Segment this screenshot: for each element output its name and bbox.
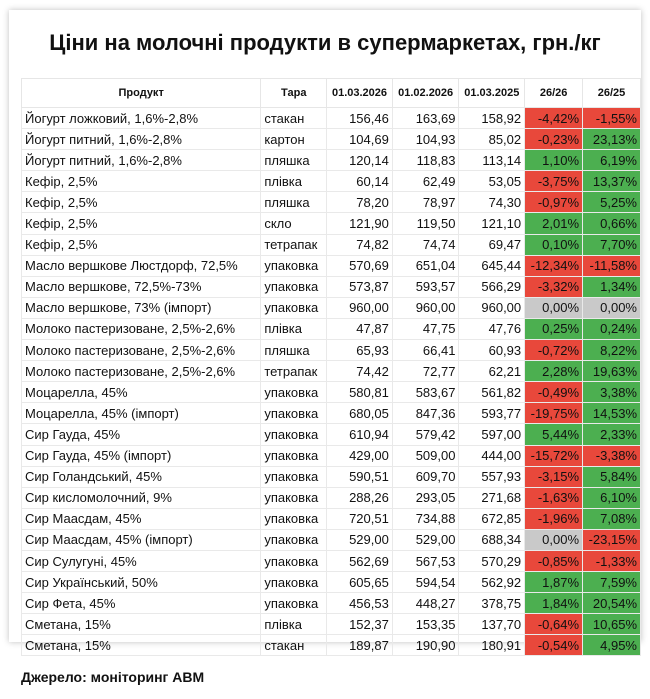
change-cell: 23,13% [583, 129, 641, 150]
change-cell: -1,96% [525, 508, 583, 529]
price-cell: 137,70 [459, 614, 525, 635]
price-cell: 688,34 [459, 529, 525, 550]
pack-cell: пляшка [261, 340, 327, 361]
change-cell: 2,28% [525, 361, 583, 382]
price-cell: 293,05 [392, 487, 459, 508]
change-cell: 19,63% [583, 361, 641, 382]
pack-cell: упаковка [261, 487, 327, 508]
change-cell: 8,22% [583, 340, 641, 361]
price-cell: 85,02 [459, 129, 525, 150]
table-row [22, 255, 641, 276]
price-cell: 529,00 [327, 529, 393, 550]
price-cell: 566,29 [459, 276, 525, 297]
pack-cell: упаковка [261, 255, 327, 276]
pack-cell: упаковка [261, 445, 327, 466]
pack-cell: упаковка [261, 593, 327, 614]
change-cell: 10,65% [583, 614, 641, 635]
pack-cell: плівка [261, 171, 327, 192]
price-cell: 567,53 [392, 550, 459, 571]
header-date-1: 01.03.2026 [327, 79, 393, 108]
change-cell: 1,87% [525, 572, 583, 593]
change-cell: 1,10% [525, 150, 583, 171]
product-cell: Молоко пастеризоване, 2,5%-2,6% [22, 318, 261, 339]
change-cell: 4,95% [583, 635, 641, 656]
pack-cell: упаковка [261, 297, 327, 318]
price-cell: 509,00 [392, 445, 459, 466]
change-cell: -4,42% [525, 108, 583, 129]
table-row [22, 572, 641, 593]
price-cell: 288,26 [327, 487, 393, 508]
price-cell: 62,21 [459, 361, 525, 382]
price-cell: 153,35 [392, 614, 459, 635]
table-row [22, 403, 641, 424]
price-cell: 448,27 [392, 593, 459, 614]
price-cell: 960,00 [459, 297, 525, 318]
price-cell: 593,57 [392, 276, 459, 297]
change-cell: 7,70% [583, 234, 641, 255]
price-cell: 104,69 [327, 129, 393, 150]
price-cell: 74,82 [327, 234, 393, 255]
price-cell: 580,81 [327, 382, 393, 403]
price-cell: 680,05 [327, 403, 393, 424]
pack-cell: упаковка [261, 466, 327, 487]
price-cell: 119,50 [392, 213, 459, 234]
change-cell: 0,00% [525, 297, 583, 318]
table-row [22, 635, 641, 656]
pack-cell: скло [261, 213, 327, 234]
price-cell: 47,76 [459, 318, 525, 339]
table-row [22, 276, 641, 297]
table-body [22, 108, 641, 656]
change-cell: 5,25% [583, 192, 641, 213]
change-cell: 0,10% [525, 234, 583, 255]
price-cell: 562,92 [459, 572, 525, 593]
pack-cell: упаковка [261, 508, 327, 529]
change-cell: -15,72% [525, 445, 583, 466]
table-row [22, 614, 641, 635]
price-cell: 189,87 [327, 635, 393, 656]
change-cell: 1,84% [525, 593, 583, 614]
pack-cell: стакан [261, 635, 327, 656]
change-cell: 5,84% [583, 466, 641, 487]
price-cell: 47,87 [327, 318, 393, 339]
price-cell: 163,69 [392, 108, 459, 129]
price-cell: 74,74 [392, 234, 459, 255]
price-cell: 562,69 [327, 550, 393, 571]
change-cell: 5,44% [525, 424, 583, 445]
price-cell: 570,29 [459, 550, 525, 571]
price-cell: 65,93 [327, 340, 393, 361]
change-cell: 2,33% [583, 424, 641, 445]
header-date-2: 01.02.2026 [392, 79, 459, 108]
product-cell: Сир Гауда, 45% (імпорт) [22, 445, 261, 466]
price-cell: 78,97 [392, 192, 459, 213]
table-row [22, 424, 641, 445]
table-row [22, 213, 641, 234]
page-title: Ціни на молочні продукти в супермаркетах, грн./кг [49, 30, 601, 55]
change-cell: -11,58% [583, 255, 641, 276]
product-cell: Сир Маасдам, 45% [22, 508, 261, 529]
product-cell: Сир Український, 50% [22, 572, 261, 593]
pack-cell: упаковка [261, 529, 327, 550]
price-cell: 53,05 [459, 171, 525, 192]
pack-cell: тетрапак [261, 361, 327, 382]
change-cell: 20,54% [583, 593, 641, 614]
product-cell: Сметана, 15% [22, 635, 261, 656]
price-cell: 672,85 [459, 508, 525, 529]
change-cell: -3,75% [525, 171, 583, 192]
change-cell: 0,66% [583, 213, 641, 234]
pack-cell: упаковка [261, 276, 327, 297]
change-cell: -1,63% [525, 487, 583, 508]
price-cell: 570,69 [327, 255, 393, 276]
price-cell: 72,77 [392, 361, 459, 382]
change-cell: 0,00% [525, 529, 583, 550]
price-cell: 579,42 [392, 424, 459, 445]
product-cell: Сир Сулугуні, 45% [22, 550, 261, 571]
product-cell: Масло вершкове, 73% (імпорт) [22, 297, 261, 318]
price-cell: 645,44 [459, 255, 525, 276]
change-cell: -0,72% [525, 340, 583, 361]
price-table [21, 78, 641, 656]
product-cell: Йогурт ложковий, 1,6%-2,8% [22, 108, 261, 129]
change-cell: -23,15% [583, 529, 641, 550]
change-cell: 0,25% [525, 318, 583, 339]
price-cell: 429,00 [327, 445, 393, 466]
table-row [22, 150, 641, 171]
price-cell: 158,92 [459, 108, 525, 129]
header-change-year: 26/25 [583, 79, 641, 108]
price-cell: 180,91 [459, 635, 525, 656]
price-cell: 573,87 [327, 276, 393, 297]
change-cell: 14,53% [583, 403, 641, 424]
change-cell: -12,34% [525, 255, 583, 276]
price-cell: 271,68 [459, 487, 525, 508]
change-cell: 6,19% [583, 150, 641, 171]
price-cell: 62,49 [392, 171, 459, 192]
price-cell: 651,04 [392, 255, 459, 276]
price-cell: 594,54 [392, 572, 459, 593]
pack-cell: плівка [261, 318, 327, 339]
table-row [22, 508, 641, 529]
change-cell: 1,34% [583, 276, 641, 297]
table-row [22, 171, 641, 192]
price-cell: 60,14 [327, 171, 393, 192]
change-cell: 0,00% [583, 297, 641, 318]
product-cell: Масло вершкове Люстдорф, 72,5% [22, 255, 261, 276]
pack-cell: плівка [261, 614, 327, 635]
change-cell: -1,33% [583, 550, 641, 571]
change-cell: 0,24% [583, 318, 641, 339]
price-cell: 156,46 [327, 108, 393, 129]
product-cell: Сир Маасдам, 45% (імпорт) [22, 529, 261, 550]
table-row [22, 340, 641, 361]
product-cell: Сир кисломолочний, 9% [22, 487, 261, 508]
product-cell: Моцарелла, 45% [22, 382, 261, 403]
price-cell: 78,20 [327, 192, 393, 213]
table-row [22, 318, 641, 339]
price-cell: 152,37 [327, 614, 393, 635]
price-cell: 847,36 [392, 403, 459, 424]
price-cell: 47,75 [392, 318, 459, 339]
price-cell: 378,75 [459, 593, 525, 614]
table-row [22, 550, 641, 571]
pack-cell: упаковка [261, 550, 327, 571]
pack-cell: пляшка [261, 192, 327, 213]
price-cell: 590,51 [327, 466, 393, 487]
header-pack: Тара [261, 79, 327, 108]
product-cell: Кефір, 2,5% [22, 171, 261, 192]
price-cell: 74,30 [459, 192, 525, 213]
table-row [22, 297, 641, 318]
change-cell: -0,23% [525, 129, 583, 150]
table-row [22, 108, 641, 129]
header-date-3: 01.03.2025 [459, 79, 525, 108]
change-cell: -0,64% [525, 614, 583, 635]
product-cell: Кефір, 2,5% [22, 234, 261, 255]
change-cell: 13,37% [583, 171, 641, 192]
pack-cell: упаковка [261, 572, 327, 593]
change-cell: 3,38% [583, 382, 641, 403]
table-row [22, 593, 641, 614]
price-cell: 74,42 [327, 361, 393, 382]
change-cell: 7,08% [583, 508, 641, 529]
pack-cell: стакан [261, 108, 327, 129]
product-cell: Сметана, 15% [22, 614, 261, 635]
change-cell: 7,59% [583, 572, 641, 593]
price-cell: 121,90 [327, 213, 393, 234]
pack-cell: упаковка [261, 403, 327, 424]
product-cell: Молоко пастеризоване, 2,5%-2,6% [22, 361, 261, 382]
table-row [22, 445, 641, 466]
source-note: Джерело: моніторинг АВМ [21, 669, 205, 685]
table-row [22, 382, 641, 403]
header-row [22, 79, 641, 108]
price-cell: 444,00 [459, 445, 525, 466]
price-cell: 734,88 [392, 508, 459, 529]
product-cell: Молоко пастеризоване, 2,5%-2,6% [22, 340, 261, 361]
change-cell: -3,38% [583, 445, 641, 466]
table-row [22, 234, 641, 255]
product-cell: Кефір, 2,5% [22, 213, 261, 234]
price-cell: 120,14 [327, 150, 393, 171]
price-cell: 583,67 [392, 382, 459, 403]
change-cell: -3,15% [525, 466, 583, 487]
product-cell: Йогурт питний, 1,6%-2,8% [22, 150, 261, 171]
change-cell: -0,85% [525, 550, 583, 571]
price-cell: 561,82 [459, 382, 525, 403]
price-cell: 456,53 [327, 593, 393, 614]
change-cell: -0,54% [525, 635, 583, 656]
product-cell: Сир Фета, 45% [22, 593, 261, 614]
price-cell: 597,00 [459, 424, 525, 445]
table-card [9, 10, 641, 653]
price-cell: 720,51 [327, 508, 393, 529]
product-cell: Сир Голандський, 45% [22, 466, 261, 487]
change-cell: 2,01% [525, 213, 583, 234]
product-cell: Масло вершкове, 72,5%-73% [22, 276, 261, 297]
price-cell: 60,93 [459, 340, 525, 361]
price-cell: 610,94 [327, 424, 393, 445]
change-cell: 6,10% [583, 487, 641, 508]
pack-cell: упаковка [261, 382, 327, 403]
table-row [22, 529, 641, 550]
price-cell: 113,14 [459, 150, 525, 171]
price-cell: 104,93 [392, 129, 459, 150]
product-cell: Моцарелла, 45% (імпорт) [22, 403, 261, 424]
price-cell: 66,41 [392, 340, 459, 361]
table-row [22, 466, 641, 487]
pack-cell: тетрапак [261, 234, 327, 255]
price-cell: 960,00 [327, 297, 393, 318]
price-cell: 69,47 [459, 234, 525, 255]
header-product: Продукт [22, 79, 261, 108]
change-cell: -1,55% [583, 108, 641, 129]
price-cell: 529,00 [392, 529, 459, 550]
price-cell: 118,83 [392, 150, 459, 171]
product-cell: Сир Гауда, 45% [22, 424, 261, 445]
pack-cell: пляшка [261, 150, 327, 171]
pack-cell: упаковка [261, 424, 327, 445]
price-cell: 605,65 [327, 572, 393, 593]
price-cell: 593,77 [459, 403, 525, 424]
change-cell: -0,97% [525, 192, 583, 213]
change-cell: -3,32% [525, 276, 583, 297]
header-change-month: 26/26 [525, 79, 583, 108]
table-row [22, 487, 641, 508]
price-cell: 121,10 [459, 213, 525, 234]
change-cell: -19,75% [525, 403, 583, 424]
product-cell: Кефір, 2,5% [22, 192, 261, 213]
price-cell: 609,70 [392, 466, 459, 487]
product-cell: Йогурт питний, 1,6%-2,8% [22, 129, 261, 150]
table-row [22, 129, 641, 150]
table-row [22, 361, 641, 382]
price-cell: 960,00 [392, 297, 459, 318]
table-row [22, 192, 641, 213]
price-cell: 557,93 [459, 466, 525, 487]
change-cell: -0,49% [525, 382, 583, 403]
pack-cell: картон [261, 129, 327, 150]
price-cell: 190,90 [392, 635, 459, 656]
